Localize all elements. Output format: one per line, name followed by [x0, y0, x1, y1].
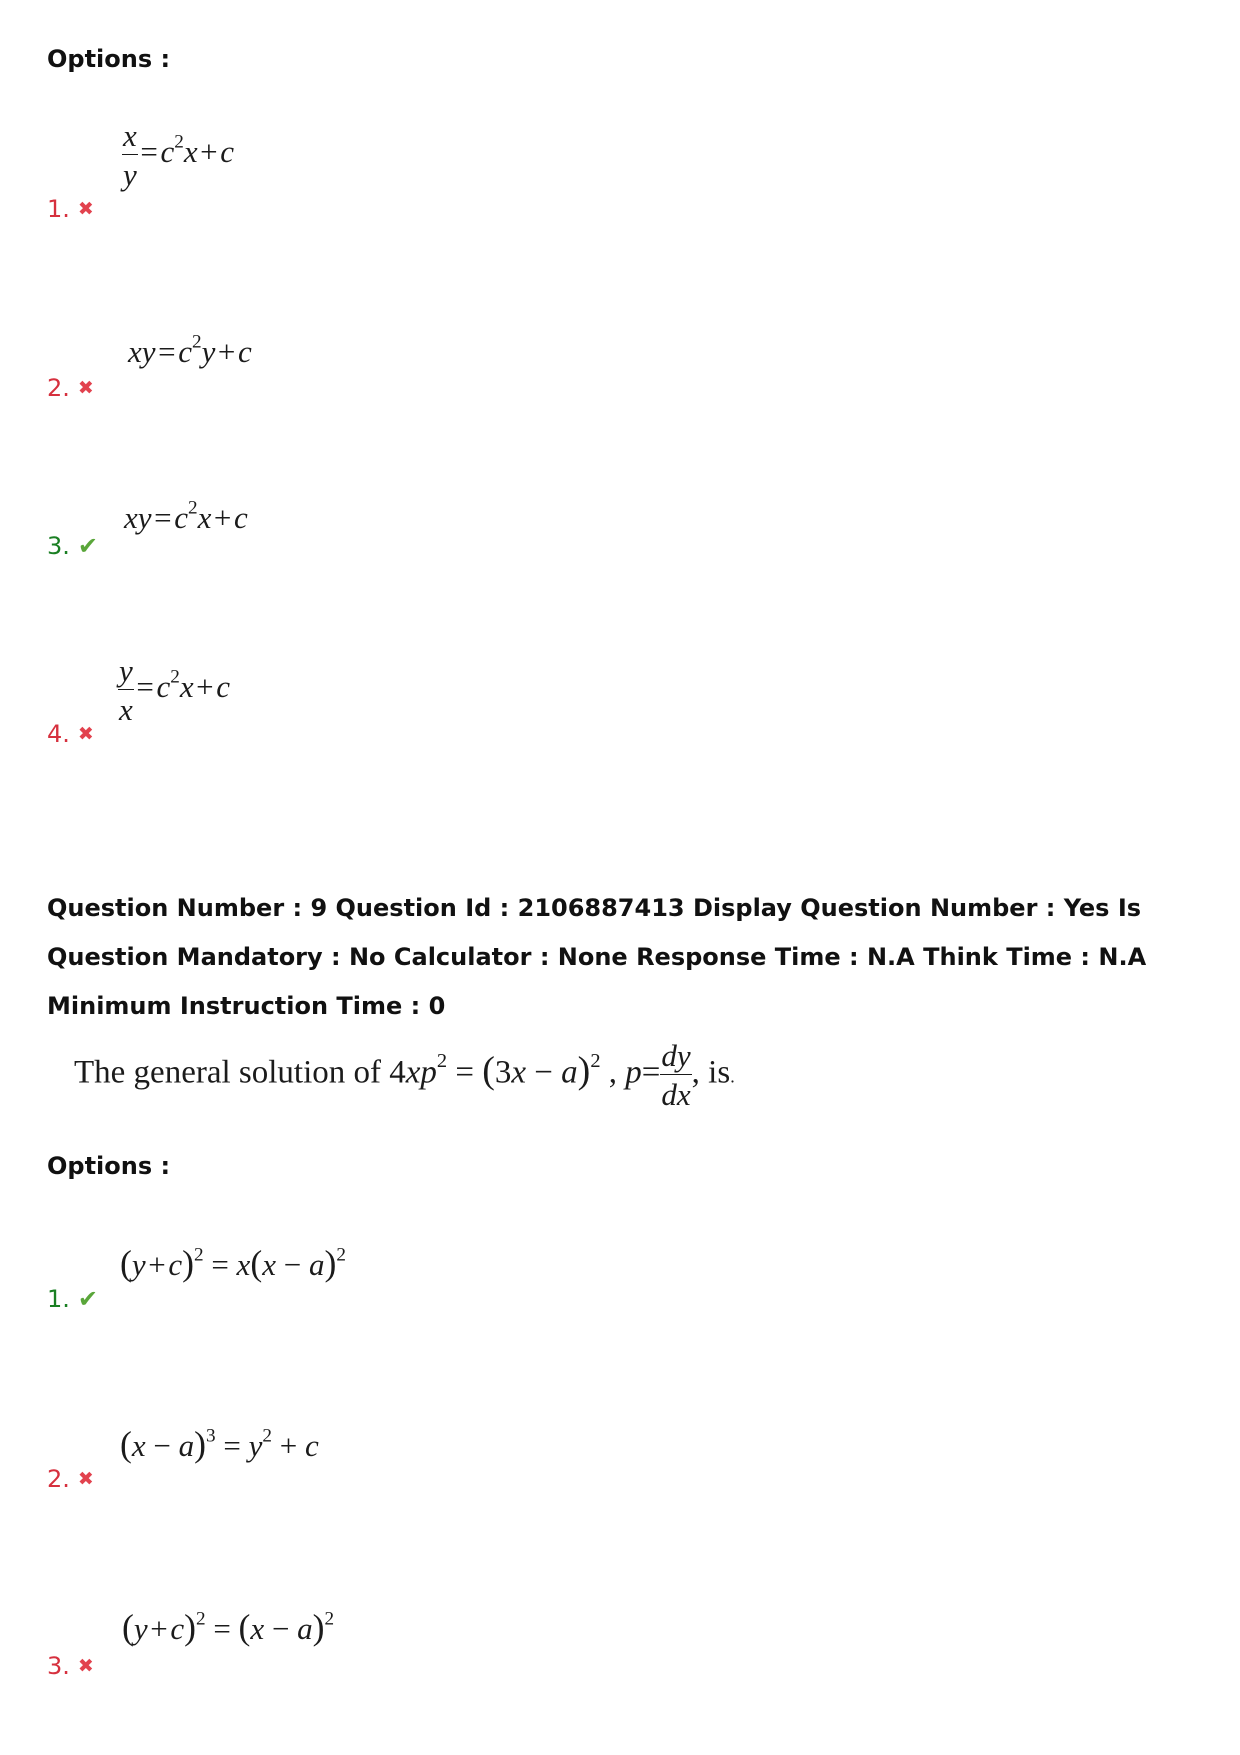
option-1-formula: $\frac{x}{y}$ = $c^2x$ + c: [123, 118, 235, 192]
cross-icon: ✖: [77, 198, 94, 220]
option-number: 3.: [47, 1652, 70, 1680]
cross-icon: ✖: [77, 723, 94, 745]
option-1: [47, 195, 94, 223]
option-number: 1.: [47, 1285, 70, 1313]
option-number: 1.: [47, 195, 70, 223]
q9-option-2-formula: $(x - a)^3 = y^2 + c$: [120, 1424, 319, 1464]
q9-option-2: [47, 1465, 94, 1493]
question-stem: The general solution of $4xp^2 = (3x - a)^2$ , p= $\frac{dy}{dx}$ , is.: [74, 1038, 735, 1112]
option-number: 2.: [47, 374, 70, 402]
cross-icon: ✖: [77, 1468, 94, 1490]
question-meta: Question Number : 9 Question Id : 2106887413 Display Question Number : Yes Is Question Mandatory : No Calculator : None Response Time : N.A Think Time : N.A Minimum Instruction Time : 0: [47, 894, 1147, 1020]
option-4-formula: $\frac{y}{x}$ = $c^2x$ + c: [119, 653, 231, 727]
question-stem-suffix: is: [708, 1054, 731, 1091]
cross-icon: ✖: [77, 1655, 94, 1677]
check-icon: ✔: [77, 1285, 99, 1313]
option-4: [47, 720, 94, 748]
option-2-formula: xy = $c^2y$ + c: [128, 331, 252, 369]
option-2: [47, 374, 94, 402]
q9-option-3: [47, 1652, 94, 1680]
q9-option-1: [47, 1285, 98, 1313]
option-number: 2.: [47, 1465, 70, 1493]
cross-icon: ✖: [77, 377, 94, 399]
options-heading-q9: Options :: [47, 1152, 171, 1180]
options-heading: Options :: [47, 45, 171, 73]
check-icon: ✔: [77, 532, 99, 560]
q9-option-3-formula: (y + $c)^2 = (x - a)^2$: [122, 1607, 335, 1647]
q9-option-1-formula: (y + $c)^2 = x(x - a)^2$: [120, 1243, 346, 1283]
question-stem-prefix: The general solution of: [74, 1054, 381, 1091]
option-number: 3.: [47, 532, 70, 560]
option-number: 4.: [47, 720, 70, 748]
option-3-formula: xy = $c^2x$ + c: [124, 497, 248, 535]
option-3: [47, 532, 98, 560]
